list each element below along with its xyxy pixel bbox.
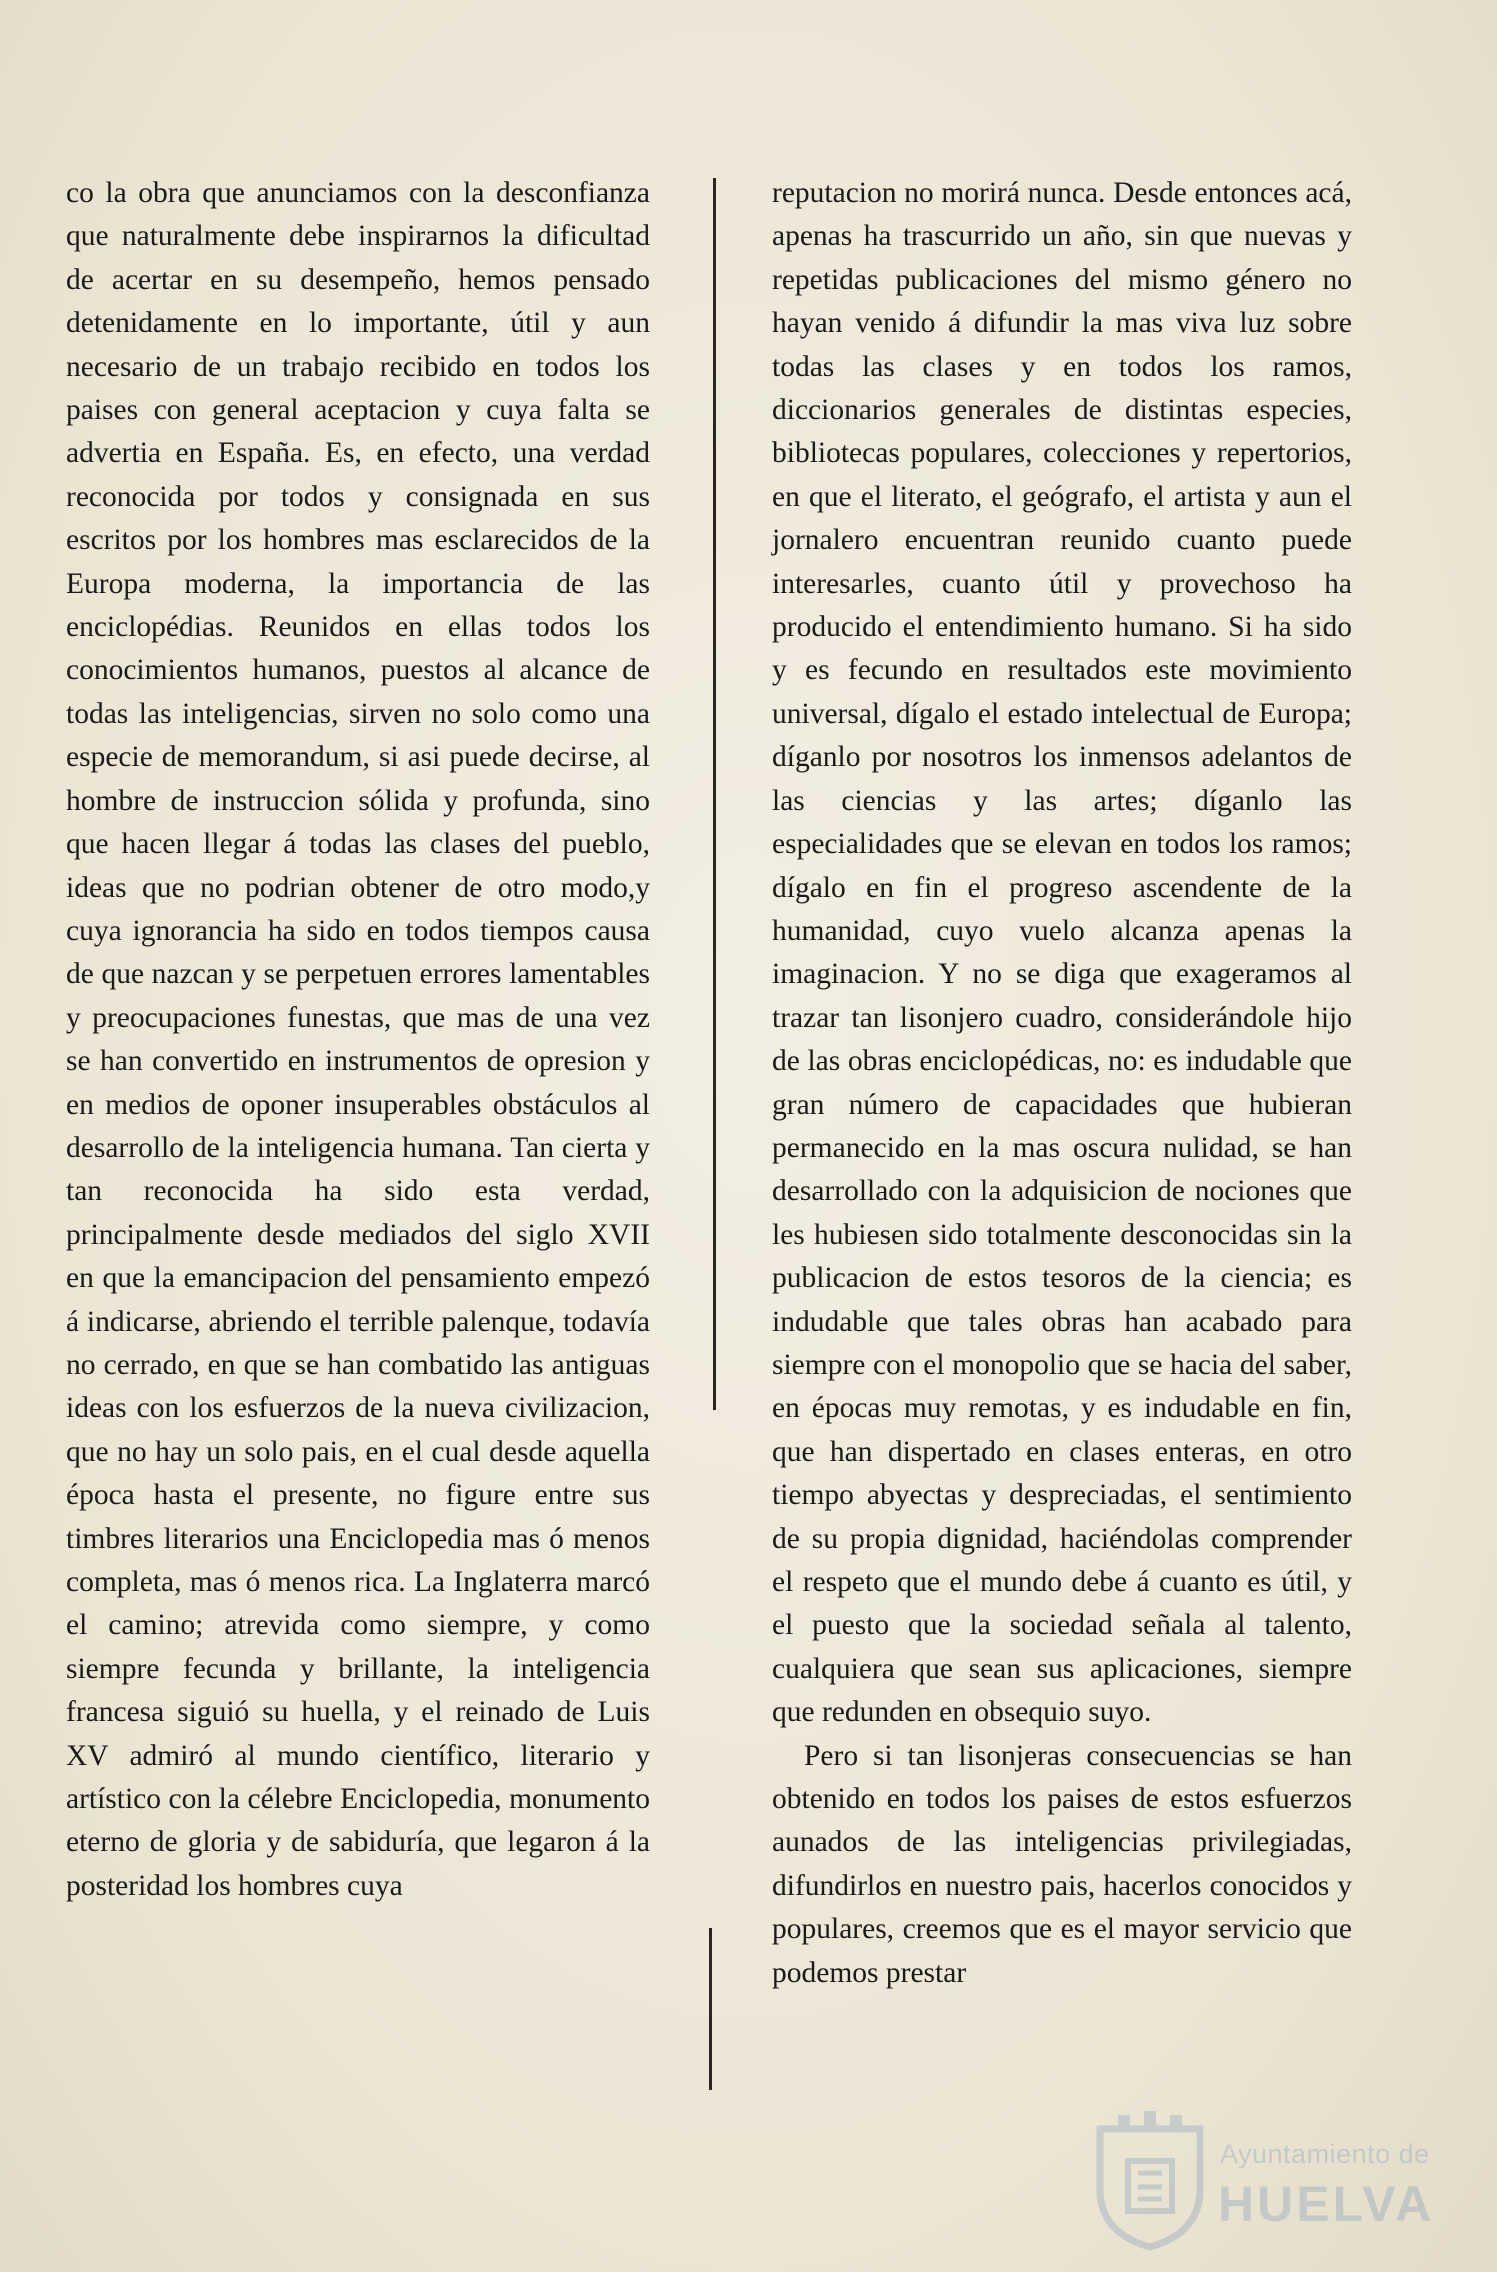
right-text-column <box>772 172 1352 1995</box>
left-text-column <box>66 172 650 1908</box>
left-column-text: co la obra que anunciamos con la desconfianza que naturalmente debe inspirarnos la dificultad de acertar en su desempeño, hemos pensado detenidamente en lo importante, útil y aun necesario de un trabajo recibido en todos los paises con general aceptacion y cuya falta se advertia en España. Es, en efecto, una verdad reconocida por todos y consignada en sus escritos por los hombres mas esclarecidos de la Europa moderna, la importancia de las enciclopédias. Reunidos en ellas todos los conocimientos humanos, puestos al alcance de todas las inteligencias, sirven no solo como una especie de memorandum, si asi puede decirse, al hombre de instruccion sólida y profunda, sino que hacen llegar á todas las clases del pueblo, ideas que no podrian obtener de otro modo,y cuya ignorancia ha sido en todos tiempos causa de que nazcan y se perpetuen errores lamentables y preocupaciones funestas, que mas de una vez se han convertido en instrumentos de opresion y en medios de oponer insuperables obstáculos al desarrollo de la inteligencia humana. Tan cierta y tan reconocida ha sido esta verdad, principalmente desde mediados del siglo XVII en que la emancipacion del pensamiento empezó á indicarse, abriendo el terrible palenque, todavía no cerrado, en que se han combatido las antiguas ideas con los esfuerzos de la nueva civilizacion, que no hay un solo pais, en el cual desde aquella época hasta el presente, no figure entre sus timbres literarios una Enciclopedia mas ó menos completa, mas ó menos rica. La Inglaterra marcó el camino; atrevida como siempre, y como siempre fecunda y brillante, la inteligencia francesa siguió su huella, y el reinado de Luis XV admiró al mundo científico, literario y artístico con la célebre Enciclopedia, monumento eterno de gloria y de sabiduría, que legaron á la posteridad los hombres cuya <box>66 177 650 1902</box>
city-shield-icon <box>1090 2111 1210 2251</box>
right-column-paragraph-2: Pero si tan lisonjeras consecuencias se han obtenido en todos los paises de estos esfuerzos aunados de las inteligencias privilegiadas, difundirlos en nuestro pais, hacerlos conocidos y populares, creemos que es el mayor servicio que podemos prestar <box>772 1739 1352 1989</box>
watermark-line-1: Ayuntamiento de <box>1220 2139 1430 2169</box>
column-divider-upper <box>713 178 716 1410</box>
archive-watermark <box>1090 2105 1435 2255</box>
watermark-line-2: HUELVA <box>1218 2176 1435 2232</box>
right-column-paragraph-1: reputacion no morirá nunca. Desde entonces acá, apenas ha trascurrido un año, sin que nuevas y repetidas publicaciones del mismo género no hayan venido á difundir la mas viva luz sobre todas las clases y en todos los ramos, diccionarios generales de distintas especies, bibliotecas populares, colecciones y repertorios, en que el literato, el geógrafo, el artista y aun el jornalero encuentran reunido cuanto puede interesarles, cuanto útil y provechoso ha producido el entendimiento humano. Si ha sido y es fecundo en resultados este movimiento universal, dígalo el estado intelectual de Europa; díganlo por nosotros los inmensos adelantos de las ciencias y las artes; díganlo las especialidades que se elevan en todos los ramos; dígalo en fin el progreso ascendente de la humanidad, cuyo vuelo alcanza apenas la imaginacion. Y no se diga que exageramos al trazar tan lisonjero cuadro, considerándole hijo de las obras enciclopédicas, no: es indudable que gran número de capacidades que hubieran permanecido en la mas oscura nulidad, se han desarrollado con la adquisicion de nociones que les hubiesen sido totalmente desconocidas sin la publicacion de estos tesoros de la ciencia; es indudable que tales obras han acabado para siempre con el monopolio que se hacia del saber, en épocas muy remotas, y es indudable en fin, que han dispertado en clases enteras, en otro tiempo abyectas y despreciadas, el sentimiento de su propia dignidad, haciéndolas comprender el respeto que el mundo debe á cuanto es útil, y el puesto que la sociedad señala al talento, cualquiera que sean sus aplicaciones, siempre que redunden en obsequio suyo. <box>772 177 1352 1729</box>
column-divider-lower <box>709 1928 712 2090</box>
